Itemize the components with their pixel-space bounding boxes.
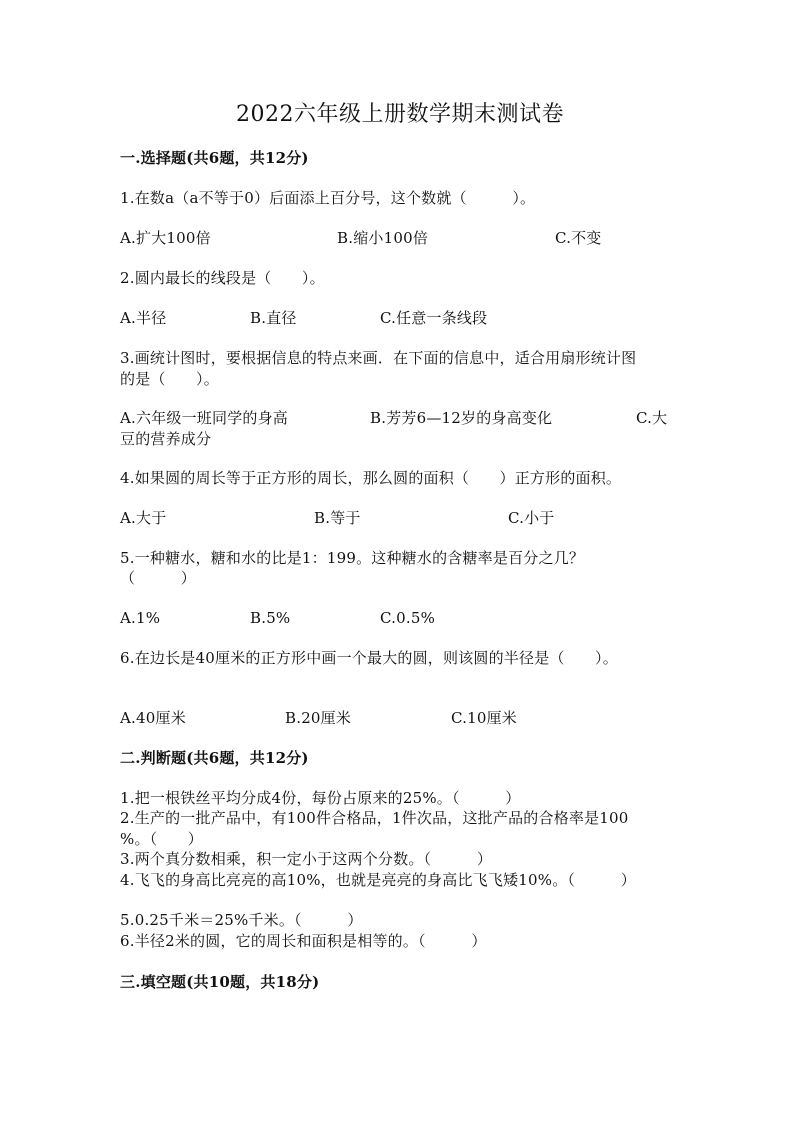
section-heading-choice: 一.选择题(共6题，共12分) [120, 149, 309, 167]
judge-item: 4.飞飞的身高比亮亮的高10%，也就是亮亮的身高比飞飞矮10%。（ ） [120, 871, 636, 889]
question-3-option-b: B.芳芳6—12岁的身高变化 [370, 409, 553, 427]
question-3-option-c: C.大 [636, 409, 668, 427]
question-2-option-b: B.直径 [250, 309, 297, 327]
judge-item-continued: %。（ ） [120, 830, 203, 848]
question-6-option-b: B.20厘米 [285, 709, 352, 727]
question-1-stem: 1.在数a（a不等于0）后面添上百分号，这个数就（ ）。 [120, 189, 536, 207]
question-2-option-a: A.半径 [120, 309, 167, 327]
question-4-option-b: B.等于 [314, 509, 361, 527]
question-1-option-a: A.扩大100倍 [120, 229, 211, 247]
section-heading-true-false: 二.判断题(共6题，共12分) [120, 749, 309, 767]
question-1-option-b: B.缩小100倍 [337, 229, 429, 247]
question-3-stem-line2: 的是（ ）。 [120, 370, 219, 388]
judge-item: 5.0.25千米＝25%千米。（ ） [120, 911, 363, 929]
question-4-stem: 4.如果圆的周长等于正方形的周长，那么圆的面积（ ）正方形的面积。 [120, 469, 622, 487]
question-5-option-a: A.1% [120, 609, 161, 627]
judge-item: 2.生产的一批产品中，有100件合格品，1件次品，这批产品的合格率是100 [120, 809, 629, 827]
question-5-option-b: B.5% [250, 609, 291, 627]
question-6-option-c: C.10厘米 [451, 709, 517, 727]
question-5-stem-line1: 5.一种糖水，糖和水的比是1：199。这种糖水的含糖率是百分之几？ [120, 549, 585, 567]
question-6-stem: 6.在边长是40厘米的正方形中画一个最大的圆，则该圆的半径是（ ）。 [120, 649, 618, 667]
judge-item: 3.两个真分数相乘，积一定小于这两个分数。（ ） [120, 850, 493, 868]
judge-item: 6.半径2米的圆，它的周长和面积是相等的。（ ） [120, 932, 487, 950]
question-2-stem: 2.圆内最长的线段是（ ）。 [120, 269, 325, 287]
question-4-option-a: A.大于 [120, 509, 167, 527]
judge-item: 1.把一根铁丝平均分成4份，每份占原来的25%。（ ） [120, 789, 521, 807]
question-3-option-a: A.六年级一班同学的身高 [120, 409, 289, 427]
question-3-option-c-continued: 豆的营养成分 [120, 430, 212, 448]
question-2-option-c: C.任意一条线段 [380, 309, 488, 327]
question-3-stem-line1: 3.画统计图时，要根据信息的特点来画．在下面的信息中，适合用扇形统计图 [120, 349, 637, 367]
page-title: 2022六年级上册数学期末测试卷 [236, 102, 564, 127]
question-6-option-a: A.40厘米 [120, 709, 186, 727]
question-1-option-c: C.不变 [555, 229, 602, 247]
question-4-option-c: C.小于 [508, 509, 555, 527]
question-5-option-c: C.0.5% [380, 609, 436, 627]
section-heading-fill-blank: 三.填空题(共10题，共18分) [120, 973, 320, 991]
question-5-stem-line2: （ ） [120, 569, 197, 587]
